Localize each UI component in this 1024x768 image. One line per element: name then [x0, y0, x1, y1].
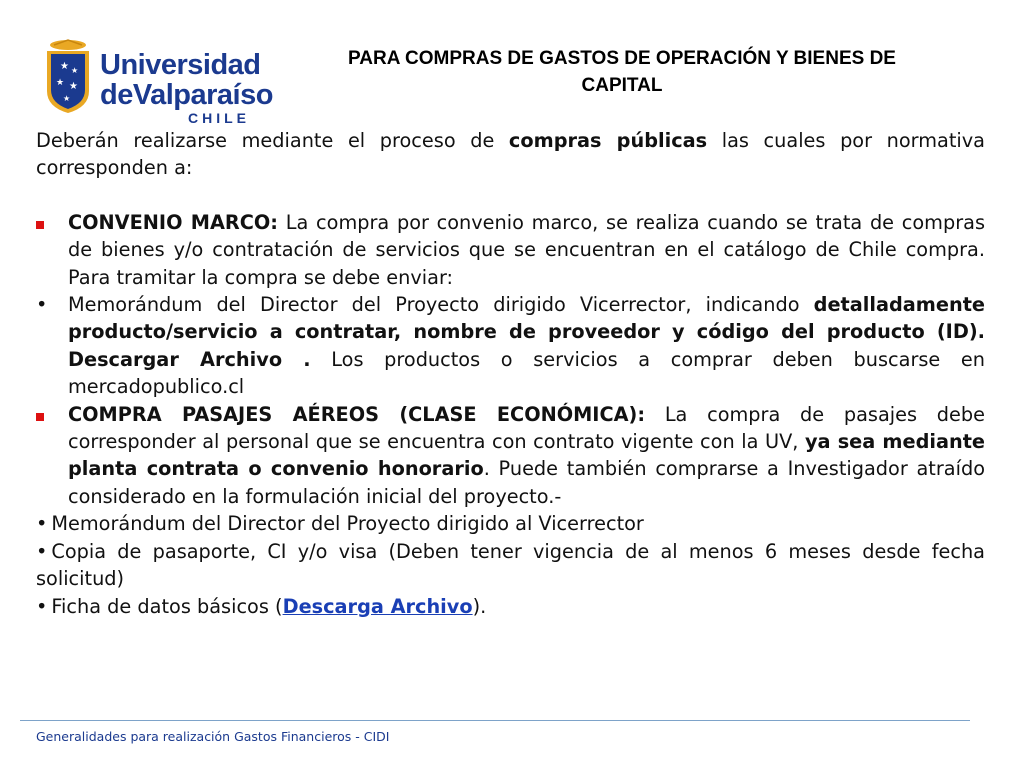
- memo-text: Memorándum del Director del Proyecto dirigido Vicerrector, indicando: [68, 293, 814, 317]
- bullet-icon: •: [36, 539, 48, 563]
- section-convenio-marco: [36, 209, 985, 291]
- main-content: [36, 127, 985, 620]
- requirement-item: [36, 538, 985, 593]
- footer-text: Generalidades para realización Gastos Financieros - CIDI: [36, 729, 390, 744]
- svg-text:★: ★: [69, 81, 78, 92]
- ficha-text-end: ).: [472, 594, 487, 618]
- svg-text:★: ★: [63, 94, 71, 103]
- bullet-icon: •: [36, 512, 48, 536]
- bullet-icon: •: [36, 293, 48, 317]
- requirement-item: [36, 510, 985, 537]
- university-logo: [40, 33, 273, 126]
- title-line-2: CAPITAL: [581, 75, 663, 96]
- section-pasajes-aereos: [36, 401, 985, 511]
- memo-bold: detalladamente producto/servicio a contratar, nombre de proveedor y código del producto (ID). Descargar Archivo .: [68, 293, 985, 371]
- requirement-text: Memorándum del Director del Proyecto dirigido al Vicerrector: [51, 512, 644, 536]
- section-bold: ya sea mediante planta contrata o convenio honorario: [68, 430, 986, 481]
- section-heading: CONVENIO MARCO:: [68, 210, 279, 234]
- section-text: La compra de pasajes debe corresponder al personal que se encuentra con contrato vigente con la UV,: [68, 402, 985, 454]
- requirement-text: Copia de pasaporte, CI y/o visa (Deben tener vigencia de al menos 6 meses desde fecha solicitud): [36, 539, 985, 591]
- logo-text-valparaiso: deValparaíso: [100, 79, 273, 111]
- section-text: La compra por convenio marco, se realiza cuando se trata de compras de bienes y/o contratación de servicios que se encuentran en el catálogo de Chile compra. Para tramitar la compra se debe enviar:: [68, 210, 985, 289]
- footer-divider: [20, 720, 970, 721]
- memo-text-end: Los productos o servicios a comprar deben buscarse en mercadopublico.cl: [68, 347, 985, 399]
- bullet-icon: •: [36, 594, 48, 618]
- memo-item: [36, 291, 985, 401]
- ficha-text: Ficha de datos básicos (: [51, 594, 283, 618]
- svg-text:★: ★: [71, 66, 79, 75]
- logo-text-universidad: Universidad: [100, 49, 261, 81]
- intro-paragraph: [36, 127, 985, 182]
- section-text-end: . Puede también comprarse a Investigador atraído considerado en la formulación inicial del proyecto.-: [68, 457, 985, 508]
- red-square-bullet-icon: [36, 401, 44, 428]
- logo-text-chile: CHILE: [188, 110, 250, 126]
- red-square-bullet-icon: [36, 209, 44, 236]
- intro-text: Deberán realizarse mediante el proceso de: [36, 129, 509, 152]
- requirement-item-ficha: [36, 593, 985, 620]
- section-heading: COMPRA PASAJES AÉREOS (CLASE ECONÓMICA):: [68, 402, 646, 426]
- intro-bold: compras públicas: [508, 129, 708, 152]
- intro-text-end: las cuales por normativa corresponden a:: [36, 129, 985, 180]
- title-line-1: PARA COMPRAS DE GASTOS DE OPERACIÓN Y BIENES DE: [348, 48, 896, 69]
- svg-text:★: ★: [60, 61, 69, 72]
- page-title: [262, 45, 982, 99]
- svg-text:★: ★: [56, 78, 65, 88]
- download-file-link[interactable]: Descarga Archivo: [282, 594, 473, 618]
- shield-icon: [44, 39, 92, 114]
